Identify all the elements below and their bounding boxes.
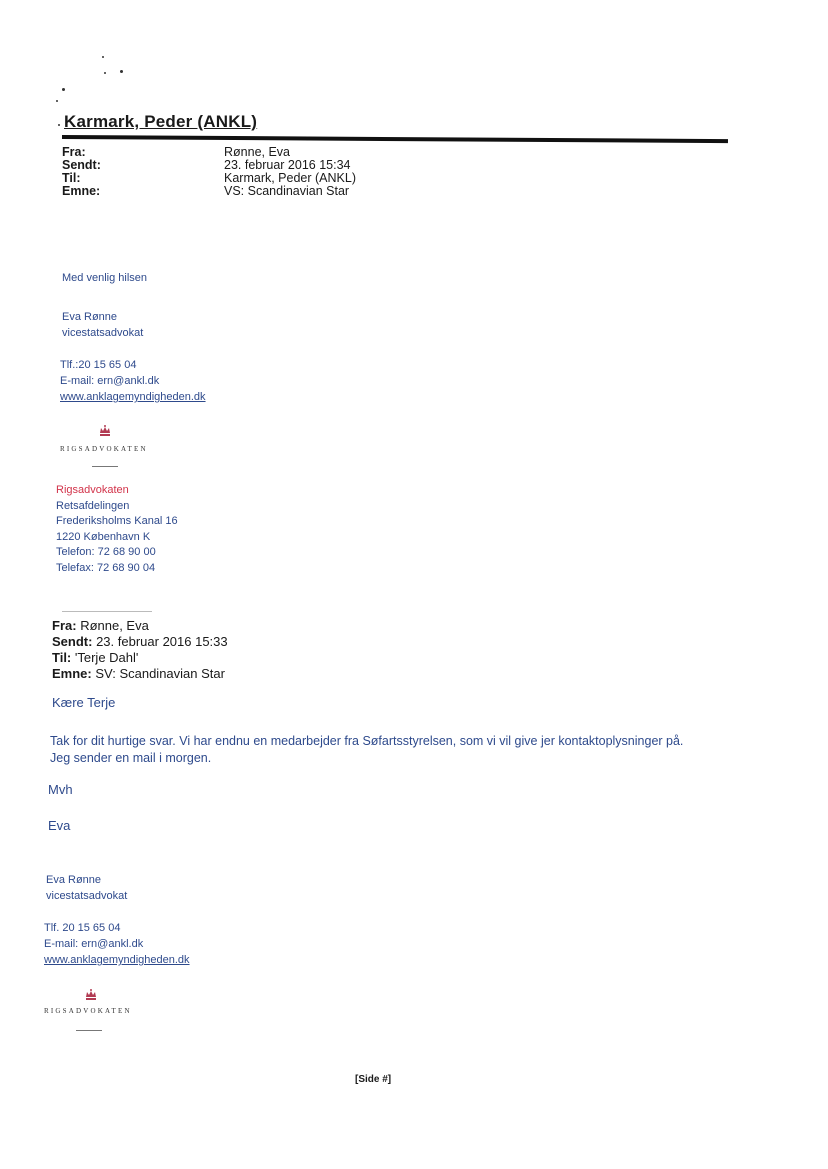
fwd-sent-value: 23. februar 2016 15:33 [96,634,228,649]
header-from-label: Fra: [62,145,86,159]
message-sender: Eva [48,818,71,833]
rigsadvokaten-logo-text: RIGSADVOKATEN [60,445,148,453]
fwd-subject-label: Emne: [52,666,92,681]
header-to-value: Karmark, Peder (ANKL) [224,171,356,185]
website-link-2[interactable]: www.anklagemyndigheden.dk [44,954,190,966]
signature2-role: vicestatsadvokat [46,890,128,902]
signature-phone: Tlf.:20 15 65 04 [60,359,137,371]
forwarded-header [52,618,228,682]
signature-contact [60,357,206,405]
message-closing: Mvh [48,782,73,797]
org-name: Rigsadvokaten [56,484,129,496]
signature-email: E-mail: ern@ankl.dk [60,375,160,387]
header-to-label: Til: [62,171,81,185]
message-body [50,733,750,767]
fwd-sent-row [52,634,228,650]
header-sent-label: Sendt: [62,158,101,172]
page-footer: [Side #] [355,1074,392,1085]
signature2-name-block [46,872,127,904]
fwd-from-value: Rønne, Eva [80,618,149,633]
fwd-subject-row [52,666,228,682]
page-title: Karmark, Peder (ANKL) [64,112,258,131]
signature-name-block [62,309,143,341]
fwd-from-label: Fra: [52,618,77,633]
org-city: 1220 København K [56,530,151,543]
logo-underline [92,466,118,467]
org-department: Retsafdelingen [56,499,130,512]
message-line-1: Tak for dit hurtige svar. Vi har endnu en medarbejder fra Søfartsstyrelsen, som vi vil give jer kontaktoplysninger på. [50,734,684,748]
crown-icon-2 [84,988,98,1007]
org-telefon: Telefon: 72 68 90 00 [56,546,156,558]
org-street: Frederiksholms Kanal 16 [56,515,178,527]
signature2-phone: Tlf. 20 15 65 04 [44,922,121,934]
message-salutation: Kære Terje [52,695,116,710]
header-sent-value: 23. februar 2016 15:34 [224,158,351,172]
website-link[interactable]: www.anklagemyndigheden.dk [60,391,206,403]
crown-icon [98,424,112,443]
logo-underline-2 [76,1030,102,1031]
header-subject-row [62,185,482,198]
message-line-2: Jeg sender en mail i morgen. [50,751,212,765]
rigsadvokaten-logo-text-2: RIGSADVOKATEN [44,1007,132,1015]
header-subject-label: Emne: [62,184,101,198]
fwd-sent-label: Sendt: [52,634,93,649]
email-header [62,146,482,198]
fwd-subject-value: SV: Scandinavian Star [95,666,225,681]
org-address [56,483,178,576]
signature2-email: E-mail: ern@ankl.dk [44,938,144,950]
signature-greeting: Med venlig hilsen [62,272,147,284]
fwd-to-row [52,650,228,666]
fwd-to-label: Til: [52,650,72,665]
title-divider [62,135,728,143]
header-from-value: Rønne, Eva [224,145,291,159]
fwd-to-value: 'Terje Dahl' [74,650,139,665]
signature2-contact [44,920,190,968]
signature-role: vicestatsadvokat [62,327,144,339]
org-telefax: Telefax: 72 68 90 04 [56,561,156,574]
fwd-from-row [52,618,228,634]
header-subject-value: VS: Scandinavian Star [224,184,350,198]
signature2-name: Eva Rønne [46,874,102,886]
forward-divider [62,611,152,612]
signature-name: Eva Rønne [62,311,118,323]
